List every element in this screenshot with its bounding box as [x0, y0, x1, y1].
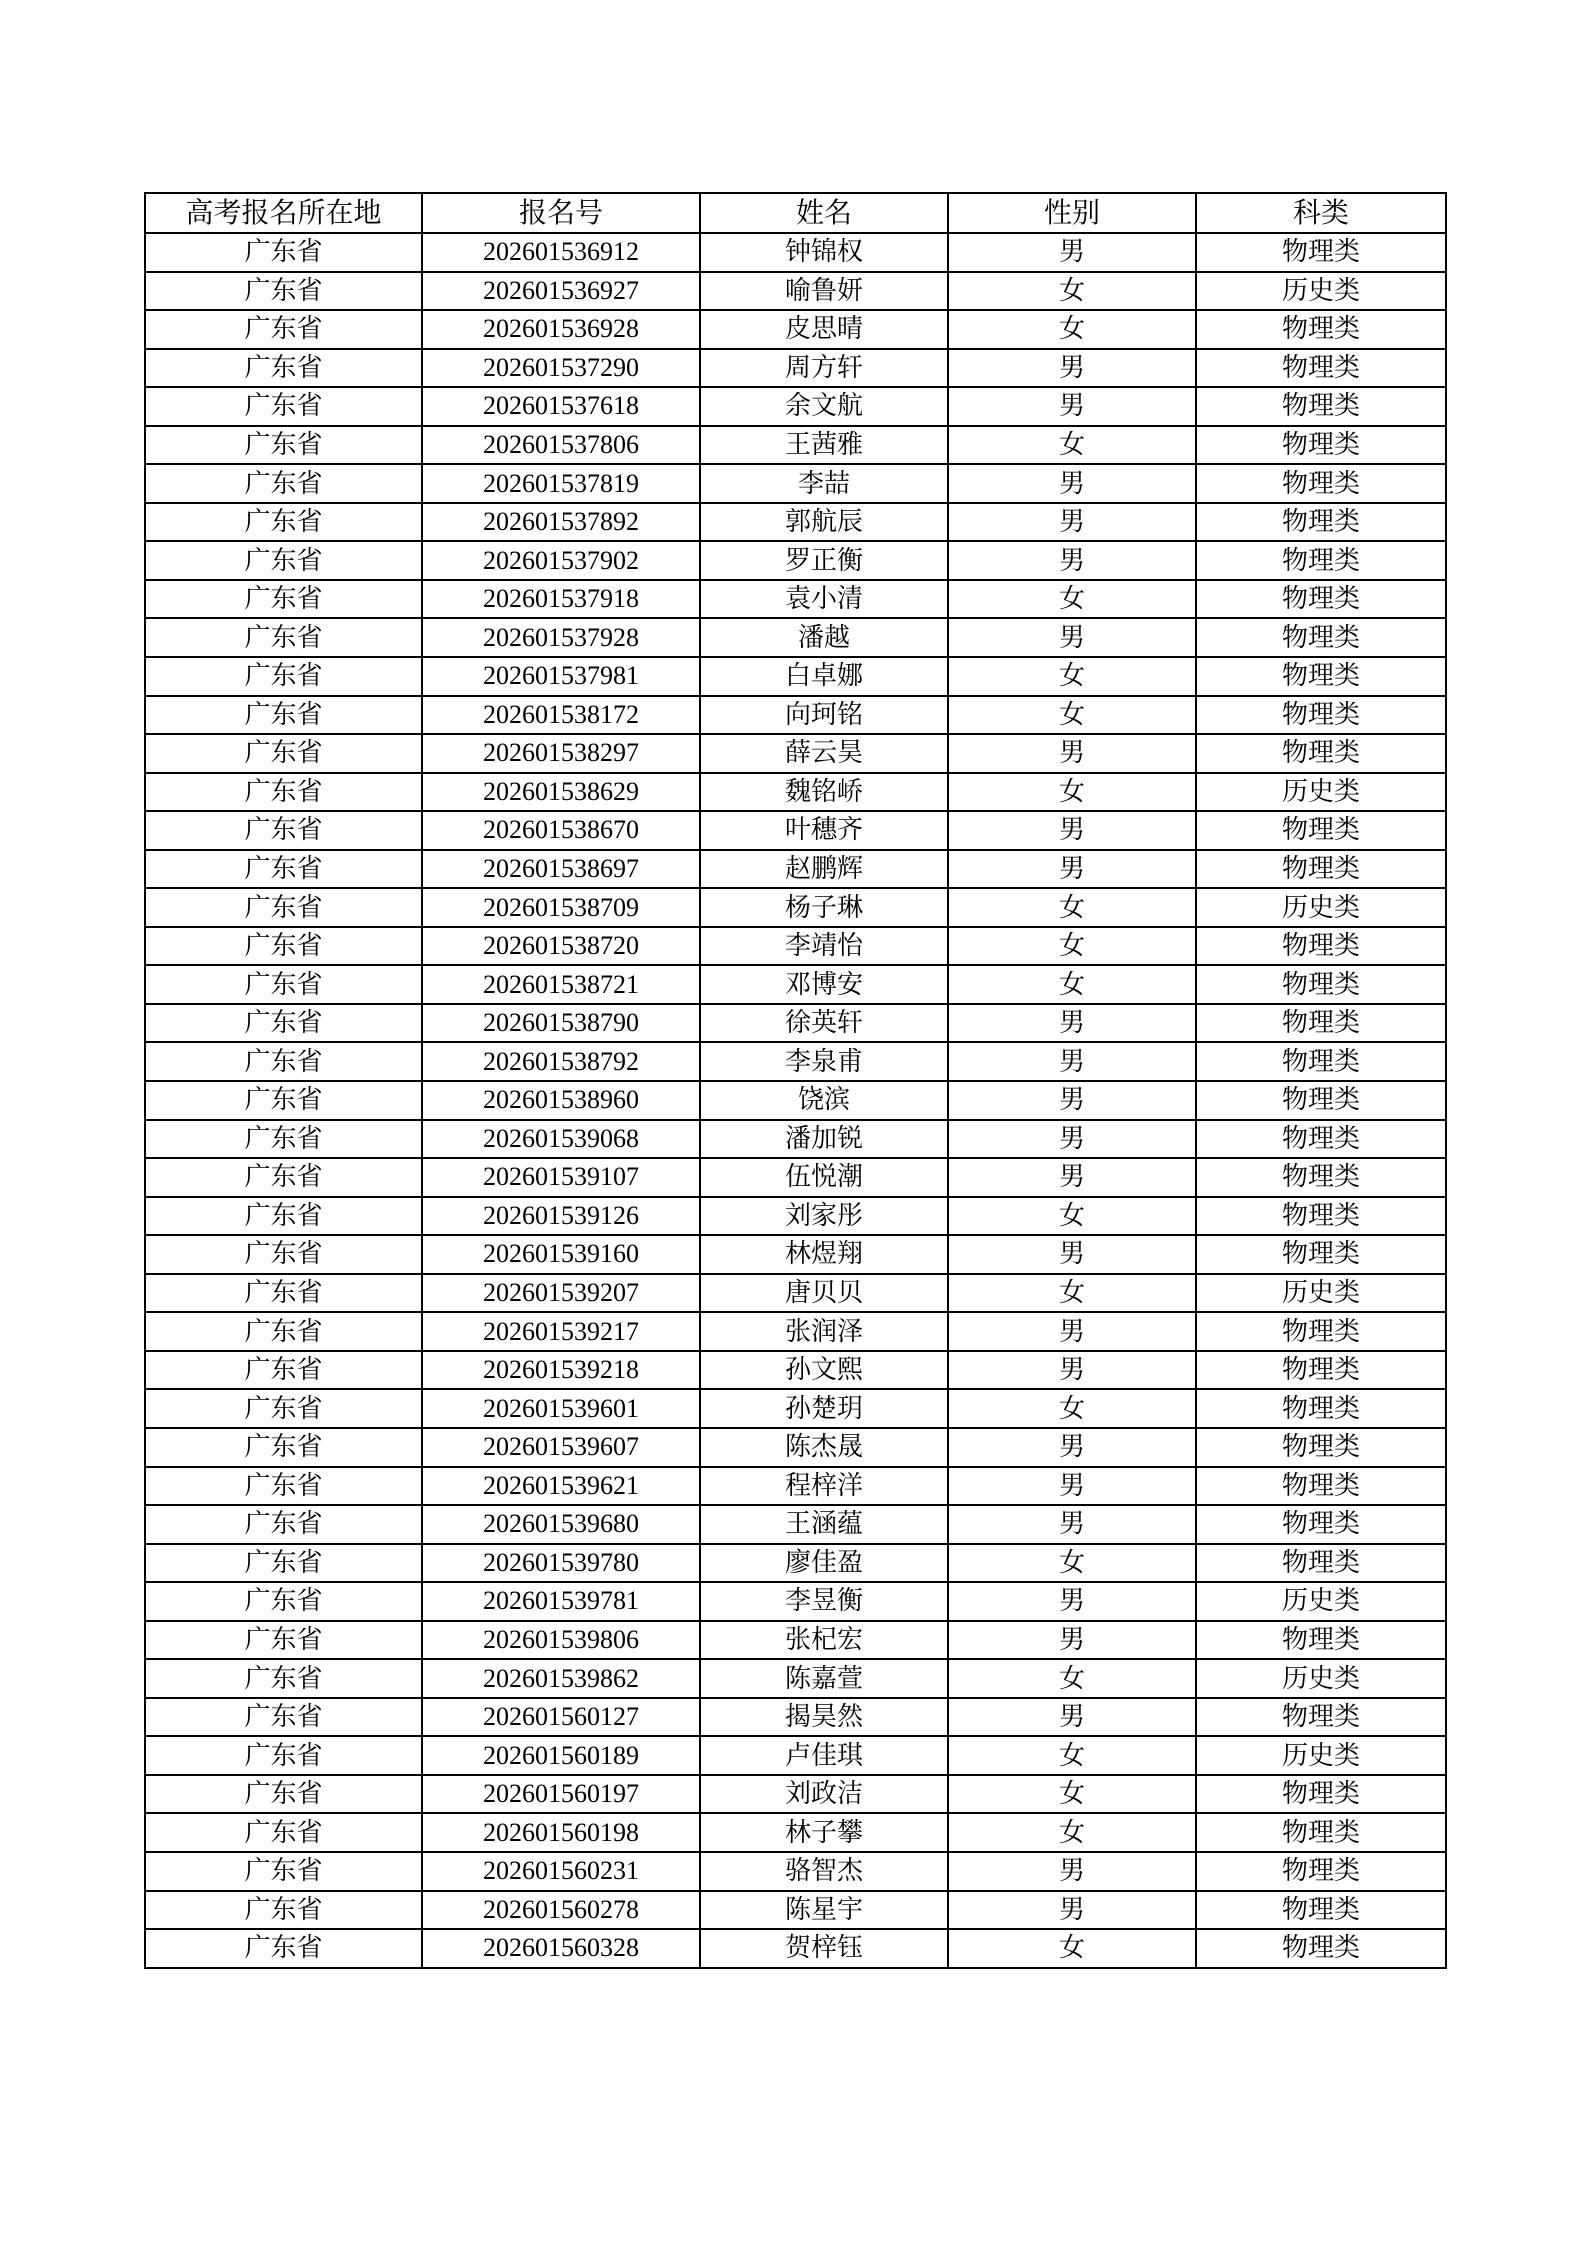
- table-row: [145, 811, 1446, 850]
- cell-location: 广东省: [145, 1389, 422, 1428]
- table-row: [145, 1235, 1446, 1274]
- cell-location: 广东省: [145, 1081, 422, 1120]
- cell-gender: 男: [948, 1621, 1196, 1660]
- cell-gender: 男: [948, 850, 1196, 889]
- cell-gender: 女: [948, 1813, 1196, 1852]
- cell-name: 程梓洋: [700, 1467, 948, 1506]
- header-registration-number: 报名号: [422, 193, 700, 233]
- table-row: [145, 1698, 1446, 1737]
- cell-registration-number: 202601538960: [422, 1081, 700, 1120]
- cell-gender: 男: [948, 1042, 1196, 1081]
- cell-registration-number: 202601537981: [422, 657, 700, 696]
- table-row: [145, 1120, 1446, 1159]
- cell-gender: 女: [948, 1775, 1196, 1814]
- cell-name: 潘越: [700, 618, 948, 657]
- cell-location: 广东省: [145, 1891, 422, 1930]
- cell-registration-number: 202601560231: [422, 1852, 700, 1891]
- cell-subject-category: 物理类: [1196, 811, 1446, 850]
- table-row: [145, 1659, 1446, 1698]
- cell-subject-category: 物理类: [1196, 1813, 1446, 1852]
- cell-name: 皮思晴: [700, 310, 948, 349]
- cell-name: 骆智杰: [700, 1852, 948, 1891]
- cell-registration-number: 202601537918: [422, 580, 700, 619]
- cell-subject-category: 物理类: [1196, 1891, 1446, 1930]
- cell-registration-number: 202601539068: [422, 1120, 700, 1159]
- cell-gender: 男: [948, 503, 1196, 542]
- cell-registration-number: 202601539607: [422, 1428, 700, 1467]
- cell-location: 广东省: [145, 1351, 422, 1390]
- cell-location: 广东省: [145, 1544, 422, 1583]
- table-row: [145, 1312, 1446, 1351]
- cell-location: 广东省: [145, 618, 422, 657]
- cell-registration-number: 202601537892: [422, 503, 700, 542]
- cell-location: 广东省: [145, 773, 422, 812]
- table-row: [145, 1544, 1446, 1583]
- cell-location: 广东省: [145, 1158, 422, 1197]
- cell-registration-number: 202601539126: [422, 1197, 700, 1236]
- cell-name: 李靖怡: [700, 927, 948, 966]
- table-row: [145, 773, 1446, 812]
- cell-registration-number: 202601560197: [422, 1775, 700, 1814]
- cell-gender: 男: [948, 387, 1196, 426]
- cell-name: 揭昊然: [700, 1698, 948, 1737]
- cell-location: 广东省: [145, 888, 422, 927]
- table-row: [145, 618, 1446, 657]
- cell-subject-category: 物理类: [1196, 1698, 1446, 1737]
- table-row: [145, 426, 1446, 465]
- cell-subject-category: 物理类: [1196, 387, 1446, 426]
- cell-registration-number: 202601537618: [422, 387, 700, 426]
- cell-location: 广东省: [145, 696, 422, 735]
- cell-subject-category: 物理类: [1196, 1158, 1446, 1197]
- table-row: [145, 888, 1446, 927]
- cell-location: 广东省: [145, 387, 422, 426]
- cell-location: 广东省: [145, 1621, 422, 1660]
- cell-location: 广东省: [145, 1274, 422, 1313]
- table-row: [145, 580, 1446, 619]
- table-row: [145, 1081, 1446, 1120]
- table-row: [145, 464, 1446, 503]
- table-header: [145, 193, 1446, 233]
- cell-subject-category: 物理类: [1196, 464, 1446, 503]
- cell-registration-number: 202601539601: [422, 1389, 700, 1428]
- cell-name: 徐英轩: [700, 1004, 948, 1043]
- cell-gender: 男: [948, 1158, 1196, 1197]
- cell-subject-category: 物理类: [1196, 618, 1446, 657]
- cell-name: 陈嘉萱: [700, 1659, 948, 1698]
- cell-registration-number: 202601539680: [422, 1505, 700, 1544]
- cell-name: 陈星宇: [700, 1891, 948, 1930]
- cell-gender: 男: [948, 1698, 1196, 1737]
- cell-subject-category: 历史类: [1196, 888, 1446, 927]
- cell-registration-number: 202601538790: [422, 1004, 700, 1043]
- cell-subject-category: 物理类: [1196, 580, 1446, 619]
- cell-registration-number: 202601538709: [422, 888, 700, 927]
- cell-name: 张润泽: [700, 1312, 948, 1351]
- table-row: [145, 503, 1446, 542]
- cell-location: 广东省: [145, 1929, 422, 1968]
- cell-registration-number: 202601539160: [422, 1235, 700, 1274]
- cell-name: 喻鲁妍: [700, 272, 948, 311]
- header-name: 姓名: [700, 193, 948, 233]
- cell-gender: 男: [948, 1004, 1196, 1043]
- table-row: [145, 1042, 1446, 1081]
- cell-location: 广东省: [145, 233, 422, 272]
- cell-subject-category: 物理类: [1196, 233, 1446, 272]
- table-row: [145, 233, 1446, 272]
- cell-name: 余文航: [700, 387, 948, 426]
- cell-subject-category: 物理类: [1196, 850, 1446, 889]
- cell-gender: 女: [948, 696, 1196, 735]
- cell-location: 广东省: [145, 1235, 422, 1274]
- cell-registration-number: 202601539862: [422, 1659, 700, 1698]
- cell-subject-category: 物理类: [1196, 1428, 1446, 1467]
- cell-name: 廖佳盈: [700, 1544, 948, 1583]
- cell-registration-number: 202601537819: [422, 464, 700, 503]
- table-row: [145, 310, 1446, 349]
- cell-location: 广东省: [145, 272, 422, 311]
- cell-registration-number: 202601539218: [422, 1351, 700, 1390]
- cell-gender: 男: [948, 1891, 1196, 1930]
- cell-registration-number: 202601560328: [422, 1929, 700, 1968]
- cell-registration-number: 202601539780: [422, 1544, 700, 1583]
- cell-registration-number: 202601539107: [422, 1158, 700, 1197]
- table-row: [145, 1813, 1446, 1852]
- cell-subject-category: 物理类: [1196, 310, 1446, 349]
- cell-registration-number: 202601560278: [422, 1891, 700, 1930]
- cell-registration-number: 202601538792: [422, 1042, 700, 1081]
- cell-gender: 女: [948, 657, 1196, 696]
- cell-name: 向珂铭: [700, 696, 948, 735]
- cell-name: 林煜翔: [700, 1235, 948, 1274]
- cell-registration-number: 202601538629: [422, 773, 700, 812]
- cell-registration-number: 202601539806: [422, 1621, 700, 1660]
- cell-gender: 男: [948, 1467, 1196, 1506]
- cell-gender: 女: [948, 1389, 1196, 1428]
- cell-gender: 男: [948, 1120, 1196, 1159]
- table-body: [145, 233, 1446, 1968]
- cell-subject-category: 物理类: [1196, 1544, 1446, 1583]
- cell-location: 广东省: [145, 1582, 422, 1621]
- cell-location: 广东省: [145, 426, 422, 465]
- cell-name: 贺梓钰: [700, 1929, 948, 1968]
- cell-registration-number: 202601538297: [422, 734, 700, 773]
- cell-name: 饶滨: [700, 1081, 948, 1120]
- cell-name: 孙楚玥: [700, 1389, 948, 1428]
- cell-name: 刘家彤: [700, 1197, 948, 1236]
- cell-subject-category: 历史类: [1196, 272, 1446, 311]
- cell-name: 刘政洁: [700, 1775, 948, 1814]
- cell-gender: 女: [948, 1736, 1196, 1775]
- cell-subject-category: 物理类: [1196, 734, 1446, 773]
- cell-name: 潘加锐: [700, 1120, 948, 1159]
- cell-subject-category: 物理类: [1196, 1929, 1446, 1968]
- cell-gender: 女: [948, 927, 1196, 966]
- table-row: [145, 1274, 1446, 1313]
- cell-subject-category: 物理类: [1196, 1042, 1446, 1081]
- cell-location: 广东省: [145, 1852, 422, 1891]
- cell-registration-number: 202601538720: [422, 927, 700, 966]
- cell-name: 王涵蕴: [700, 1505, 948, 1544]
- cell-subject-category: 物理类: [1196, 1389, 1446, 1428]
- cell-registration-number: 202601539217: [422, 1312, 700, 1351]
- cell-name: 赵鹏辉: [700, 850, 948, 889]
- table-row: [145, 965, 1446, 1004]
- table-row: [145, 927, 1446, 966]
- cell-subject-category: 物理类: [1196, 1467, 1446, 1506]
- cell-name: 林子攀: [700, 1813, 948, 1852]
- cell-gender: 男: [948, 1852, 1196, 1891]
- table-row: [145, 349, 1446, 388]
- table-row: [145, 850, 1446, 889]
- cell-subject-category: 物理类: [1196, 426, 1446, 465]
- cell-name: 钟锦权: [700, 233, 948, 272]
- cell-subject-category: 物理类: [1196, 1004, 1446, 1043]
- cell-name: 李喆: [700, 464, 948, 503]
- cell-gender: 男: [948, 734, 1196, 773]
- cell-location: 广东省: [145, 1467, 422, 1506]
- cell-name: 陈杰晟: [700, 1428, 948, 1467]
- cell-registration-number: 202601538670: [422, 811, 700, 850]
- cell-subject-category: 物理类: [1196, 541, 1446, 580]
- cell-location: 广东省: [145, 310, 422, 349]
- cell-location: 广东省: [145, 965, 422, 1004]
- cell-subject-category: 物理类: [1196, 1081, 1446, 1120]
- cell-gender: 男: [948, 1582, 1196, 1621]
- cell-registration-number: 202601537902: [422, 541, 700, 580]
- header-gender: 性别: [948, 193, 1196, 233]
- cell-gender: 男: [948, 349, 1196, 388]
- table-row: [145, 1852, 1446, 1891]
- cell-gender: 女: [948, 1929, 1196, 1968]
- cell-gender: 女: [948, 1659, 1196, 1698]
- cell-gender: 男: [948, 811, 1196, 850]
- cell-name: 李泉甫: [700, 1042, 948, 1081]
- cell-subject-category: 物理类: [1196, 349, 1446, 388]
- cell-name: 罗正衡: [700, 541, 948, 580]
- cell-name: 李昱衡: [700, 1582, 948, 1621]
- table-row: [145, 1158, 1446, 1197]
- cell-subject-category: 物理类: [1196, 696, 1446, 735]
- cell-subject-category: 物理类: [1196, 1852, 1446, 1891]
- cell-subject-category: 物理类: [1196, 1197, 1446, 1236]
- cell-location: 广东省: [145, 464, 422, 503]
- cell-subject-category: 物理类: [1196, 1235, 1446, 1274]
- cell-location: 广东省: [145, 1428, 422, 1467]
- table-row: [145, 657, 1446, 696]
- cell-gender: 女: [948, 1274, 1196, 1313]
- cell-location: 广东省: [145, 1736, 422, 1775]
- cell-location: 广东省: [145, 349, 422, 388]
- table-row: [145, 541, 1446, 580]
- cell-subject-category: 历史类: [1196, 773, 1446, 812]
- cell-location: 广东省: [145, 1813, 422, 1852]
- cell-subject-category: 物理类: [1196, 1505, 1446, 1544]
- cell-gender: 男: [948, 233, 1196, 272]
- cell-location: 广东省: [145, 657, 422, 696]
- cell-name: 魏铭峤: [700, 773, 948, 812]
- cell-registration-number: 202601536927: [422, 272, 700, 311]
- cell-location: 广东省: [145, 1042, 422, 1081]
- cell-gender: 女: [948, 773, 1196, 812]
- cell-name: 邓博安: [700, 965, 948, 1004]
- cell-gender: 女: [948, 426, 1196, 465]
- cell-gender: 女: [948, 310, 1196, 349]
- cell-registration-number: 202601537806: [422, 426, 700, 465]
- cell-gender: 女: [948, 965, 1196, 1004]
- admission-list-table: [144, 192, 1447, 1969]
- cell-location: 广东省: [145, 1120, 422, 1159]
- table-row: [145, 1389, 1446, 1428]
- cell-subject-category: 历史类: [1196, 1736, 1446, 1775]
- cell-registration-number: 202601536912: [422, 233, 700, 272]
- cell-gender: 男: [948, 1505, 1196, 1544]
- header-subject-category: 科类: [1196, 193, 1446, 233]
- cell-subject-category: 物理类: [1196, 503, 1446, 542]
- table-row: [145, 387, 1446, 426]
- cell-location: 广东省: [145, 541, 422, 580]
- cell-location: 广东省: [145, 811, 422, 850]
- cell-location: 广东省: [145, 1659, 422, 1698]
- cell-gender: 男: [948, 1235, 1196, 1274]
- cell-registration-number: 202601560189: [422, 1736, 700, 1775]
- cell-location: 广东省: [145, 503, 422, 542]
- cell-gender: 男: [948, 1081, 1196, 1120]
- cell-gender: 男: [948, 1351, 1196, 1390]
- cell-gender: 男: [948, 464, 1196, 503]
- cell-subject-category: 物理类: [1196, 1775, 1446, 1814]
- header-location: 高考报名所在地: [145, 193, 422, 233]
- cell-registration-number: 202601538172: [422, 696, 700, 735]
- cell-name: 薛云昊: [700, 734, 948, 773]
- cell-name: 唐贝贝: [700, 1274, 948, 1313]
- cell-name: 白卓娜: [700, 657, 948, 696]
- cell-registration-number: 202601560127: [422, 1698, 700, 1737]
- table-row: [145, 1775, 1446, 1814]
- cell-name: 孙文熙: [700, 1351, 948, 1390]
- cell-subject-category: 物理类: [1196, 1312, 1446, 1351]
- cell-gender: 女: [948, 580, 1196, 619]
- cell-name: 卢佳琪: [700, 1736, 948, 1775]
- cell-name: 叶穗齐: [700, 811, 948, 850]
- table-row: [145, 1505, 1446, 1544]
- cell-gender: 女: [948, 272, 1196, 311]
- table-row: [145, 1891, 1446, 1930]
- table-row: [145, 1929, 1446, 1968]
- table-row: [145, 1621, 1446, 1660]
- cell-registration-number: 202601537928: [422, 618, 700, 657]
- cell-subject-category: 物理类: [1196, 1120, 1446, 1159]
- cell-registration-number: 202601538697: [422, 850, 700, 889]
- header-row: [145, 193, 1446, 233]
- cell-subject-category: 物理类: [1196, 1621, 1446, 1660]
- cell-subject-category: 物理类: [1196, 657, 1446, 696]
- cell-name: 王茜雅: [700, 426, 948, 465]
- cell-subject-category: 历史类: [1196, 1582, 1446, 1621]
- cell-location: 广东省: [145, 734, 422, 773]
- cell-location: 广东省: [145, 580, 422, 619]
- table-row: [145, 1351, 1446, 1390]
- table-row: [145, 696, 1446, 735]
- cell-name: 杨子琳: [700, 888, 948, 927]
- table-row: [145, 734, 1446, 773]
- table-row: [145, 1197, 1446, 1236]
- cell-location: 广东省: [145, 927, 422, 966]
- cell-registration-number: 202601538721: [422, 965, 700, 1004]
- table-row: [145, 1736, 1446, 1775]
- table-row: [145, 1004, 1446, 1043]
- cell-subject-category: 物理类: [1196, 1351, 1446, 1390]
- cell-name: 袁小清: [700, 580, 948, 619]
- cell-location: 广东省: [145, 1312, 422, 1351]
- cell-registration-number: 202601539781: [422, 1582, 700, 1621]
- table-row: [145, 272, 1446, 311]
- cell-registration-number: 202601536928: [422, 310, 700, 349]
- table-row: [145, 1428, 1446, 1467]
- cell-registration-number: 202601537290: [422, 349, 700, 388]
- cell-name: 周方轩: [700, 349, 948, 388]
- cell-gender: 男: [948, 1312, 1196, 1351]
- cell-location: 广东省: [145, 1698, 422, 1737]
- cell-registration-number: 202601539207: [422, 1274, 700, 1313]
- cell-subject-category: 历史类: [1196, 1274, 1446, 1313]
- table-row: [145, 1582, 1446, 1621]
- cell-subject-category: 物理类: [1196, 965, 1446, 1004]
- cell-gender: 女: [948, 1197, 1196, 1236]
- table-row: [145, 1467, 1446, 1506]
- cell-location: 广东省: [145, 1197, 422, 1236]
- cell-location: 广东省: [145, 1775, 422, 1814]
- cell-location: 广东省: [145, 1505, 422, 1544]
- cell-subject-category: 历史类: [1196, 1659, 1446, 1698]
- cell-gender: 男: [948, 618, 1196, 657]
- cell-gender: 男: [948, 541, 1196, 580]
- cell-registration-number: 202601539621: [422, 1467, 700, 1506]
- cell-gender: 男: [948, 1428, 1196, 1467]
- cell-location: 广东省: [145, 1004, 422, 1043]
- cell-name: 张杞宏: [700, 1621, 948, 1660]
- cell-registration-number: 202601560198: [422, 1813, 700, 1852]
- cell-location: 广东省: [145, 850, 422, 889]
- cell-subject-category: 物理类: [1196, 927, 1446, 966]
- cell-gender: 女: [948, 888, 1196, 927]
- cell-gender: 女: [948, 1544, 1196, 1583]
- cell-name: 伍悦潮: [700, 1158, 948, 1197]
- cell-name: 郭航辰: [700, 503, 948, 542]
